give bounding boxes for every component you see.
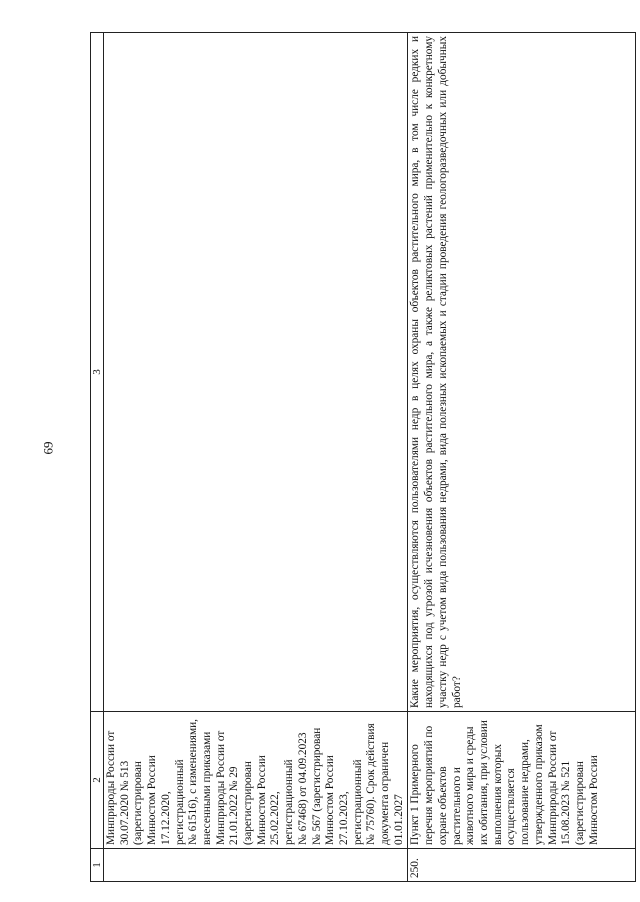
header-col-1: 1 xyxy=(91,849,104,882)
reference-line: (зарегистрирован xyxy=(573,761,586,845)
row-number xyxy=(104,849,408,882)
reference-line: № 61516), с изменениями, xyxy=(187,719,200,845)
reference-line: Минприроды России от xyxy=(546,730,559,845)
reference-line: растительного и xyxy=(450,767,463,845)
reference-line: утвержденного приказом xyxy=(532,724,545,845)
table-row xyxy=(408,33,636,882)
reference-line: (зарегистрирован xyxy=(132,761,145,845)
reference-line: 30.07.2020 № 513 xyxy=(118,760,131,845)
question-text: Какие мероприятия, осуществляются пользователями недр в целях охраны объектов растительного мира, в том числе редких и находящихся под угрозой исчезновения объектов растительного мира, а также реликтовых растений применительно к конкретному участку недр с учетом вида пользования недрами, вида полезных ископаемых и стадии проведения геологоразведочных или добычных работ? xyxy=(408,33,636,712)
reference-line: 21.01.2022 № 29 xyxy=(228,766,241,845)
header-col-3: 3 xyxy=(91,33,104,712)
table-header-row xyxy=(91,33,104,882)
reference-line: Минприроды России от xyxy=(214,730,227,845)
reference-line: Минюстом России xyxy=(587,755,600,845)
reference-line: Минюстом России xyxy=(146,755,159,845)
reference-line: 01.01.2027 xyxy=(392,794,405,845)
reference-line: Пункт 1 Примерного xyxy=(409,744,422,845)
reference-line: их обитания, при условии xyxy=(477,720,490,845)
reference-line: 25.02.2022, xyxy=(269,791,282,845)
reference-line: Минюстом России xyxy=(324,755,337,845)
reference-line: 15.08.2023 № 521 xyxy=(560,760,573,845)
reference-line: 27.10.2023, xyxy=(337,791,350,845)
reference-line: перечня мероприятий по xyxy=(423,725,436,845)
reference-line: 17.12.2020, xyxy=(159,791,172,845)
reference-line: пользование недрами, xyxy=(519,739,532,845)
reference-line: регистрационный xyxy=(283,759,296,845)
reference-line: животного мира и среды xyxy=(464,726,477,845)
page-number: 69 xyxy=(40,441,56,455)
reference-line: Минприроды России от xyxy=(105,730,117,845)
reference-line: № 75760). Срок действия xyxy=(365,723,378,845)
legal-reference xyxy=(104,712,408,849)
row-number: 250. xyxy=(408,849,636,882)
reference-line: № 567 (зарегистрирован xyxy=(310,727,323,845)
reference-line: охране объектов xyxy=(436,766,449,845)
header-col-2: 2 xyxy=(91,712,104,849)
legal-reference xyxy=(408,712,636,849)
reference-line: (зарегистрирован xyxy=(242,761,255,845)
reference-line: № 67468) от 04.09.2023 xyxy=(296,732,309,845)
rotated-table-wrapper xyxy=(90,22,630,882)
requirements-table xyxy=(90,32,636,882)
reference-line: выполнения которых xyxy=(491,743,504,845)
reference-line: регистрационный xyxy=(351,759,364,845)
table-row xyxy=(104,33,408,882)
reference-line: регистрационный xyxy=(173,759,186,845)
reference-line: внесенными приказами xyxy=(200,731,213,845)
reference-line: документа ограничен xyxy=(379,741,392,845)
reference-line: Минюстом России xyxy=(255,755,268,845)
question-text xyxy=(104,33,408,712)
reference-line: осуществляется xyxy=(505,768,518,845)
